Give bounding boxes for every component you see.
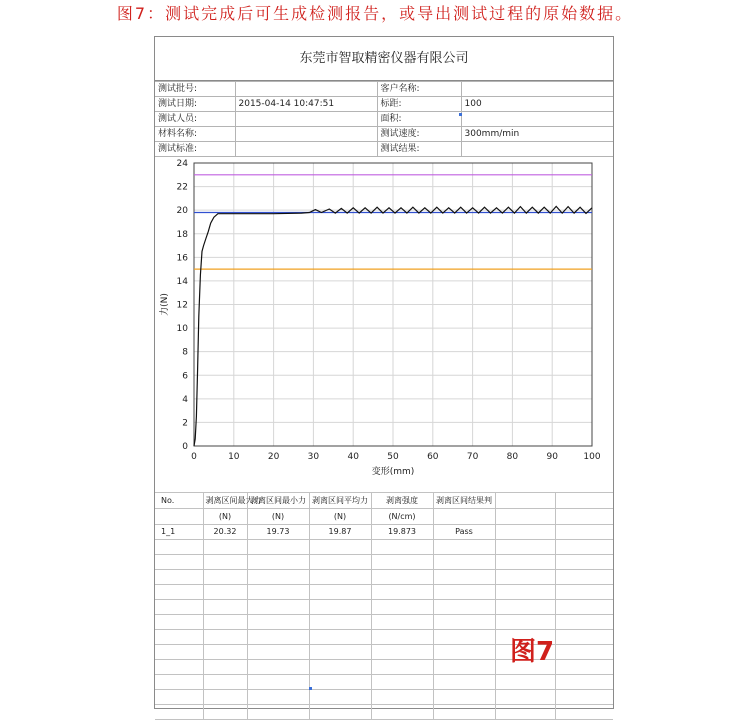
label-customer: 客户名称:	[377, 82, 461, 97]
empty-cell	[247, 555, 309, 570]
table-row	[155, 675, 613, 690]
empty-cell	[309, 555, 371, 570]
label-tester: 测试人员:	[155, 112, 235, 127]
empty-cell	[247, 540, 309, 555]
results-header-row	[155, 493, 613, 509]
empty-cell	[433, 690, 495, 705]
empty-cell	[203, 615, 247, 630]
cell-min-force: 19.73	[247, 525, 309, 540]
cell-no: 1_1	[155, 525, 203, 540]
empty-cell	[203, 705, 247, 720]
empty-cell	[371, 660, 433, 675]
empty-cell	[433, 555, 495, 570]
table-row	[155, 705, 613, 720]
empty-cell	[495, 585, 555, 600]
unit-no	[155, 509, 203, 525]
table-row	[155, 570, 613, 585]
x-tick-label: 10	[228, 452, 240, 462]
chart-grid	[194, 163, 592, 446]
y-tick-label: 18	[176, 229, 188, 240]
empty-cell	[155, 540, 203, 555]
empty-cell	[309, 540, 371, 555]
empty-cell	[155, 690, 203, 705]
empty-cell	[155, 600, 203, 615]
table-row	[155, 525, 613, 540]
cell-avg-force: 19.87	[309, 525, 371, 540]
empty-cell	[309, 675, 371, 690]
x-tick-label: 40	[347, 452, 359, 462]
empty-cell	[371, 705, 433, 720]
unit-result	[433, 509, 495, 525]
empty-cell	[247, 615, 309, 630]
y-tick-label: 22	[176, 182, 188, 193]
header-peel-strength: 剥离强度	[371, 493, 433, 509]
tick-labels	[177, 159, 601, 462]
value-material	[235, 127, 377, 142]
empty-cell	[371, 675, 433, 690]
empty-cell	[555, 585, 613, 600]
empty-cell	[155, 705, 203, 720]
empty-cell	[247, 585, 309, 600]
empty-cell	[555, 675, 613, 690]
empty-cell	[555, 630, 613, 645]
y-tick-label: 8	[182, 347, 188, 358]
empty-cell	[203, 570, 247, 585]
empty-cell	[555, 690, 613, 705]
empty-cell	[155, 630, 203, 645]
empty-cell	[555, 570, 613, 585]
unit-max-force: (N)	[203, 509, 247, 525]
results-unit-row	[155, 509, 613, 525]
empty-cell	[155, 585, 203, 600]
x-axis-label: 变形(mm)	[371, 467, 415, 477]
empty-cell	[433, 615, 495, 630]
unit-min-force: (N)	[247, 509, 309, 525]
empty-cell	[371, 585, 433, 600]
empty-cell	[309, 660, 371, 675]
empty-cell	[203, 600, 247, 615]
unit-empty	[555, 509, 613, 525]
value-tester	[235, 112, 377, 127]
empty-cell	[155, 570, 203, 585]
cell-empty	[555, 525, 613, 540]
unit-avg-force: (N)	[309, 509, 371, 525]
y-tick-label: 10	[176, 324, 188, 335]
label-test-result: 测试结果:	[377, 142, 461, 157]
table-row	[155, 615, 613, 630]
value-batch-no	[235, 82, 377, 97]
empty-cell	[203, 675, 247, 690]
empty-cell	[309, 645, 371, 660]
empty-cell	[433, 570, 495, 585]
value-area	[461, 112, 613, 127]
x-tick-label: 80	[506, 452, 519, 462]
empty-cell	[495, 555, 555, 570]
value-customer	[461, 82, 613, 97]
header-avg-force: 剥离区间平均力	[309, 493, 371, 509]
unit-empty	[495, 509, 555, 525]
x-tick-label: 60	[427, 452, 439, 462]
y-tick-label: 14	[176, 276, 188, 287]
empty-rows	[155, 540, 613, 720]
empty-cell	[495, 570, 555, 585]
results-table	[155, 492, 613, 720]
empty-cell	[247, 675, 309, 690]
empty-cell	[371, 615, 433, 630]
empty-cell	[309, 705, 371, 720]
x-tick-label: 20	[267, 452, 280, 462]
cell-max-force: 20.32	[203, 525, 247, 540]
y-tick-label: 0	[182, 442, 188, 452]
label-standard: 测试标准:	[155, 142, 235, 157]
empty-cell	[433, 540, 495, 555]
label-test-date: 测试日期:	[155, 97, 235, 112]
x-tick-label: 90	[546, 452, 558, 462]
x-tick-label: 50	[387, 452, 399, 462]
empty-cell	[247, 660, 309, 675]
empty-cell	[309, 615, 371, 630]
table-row	[155, 540, 613, 555]
empty-cell	[433, 600, 495, 615]
test-report	[154, 36, 614, 709]
empty-cell	[433, 585, 495, 600]
table-row	[155, 555, 613, 570]
empty-cell	[155, 645, 203, 660]
x-tick-label: 100	[583, 452, 601, 462]
empty-cell	[433, 660, 495, 675]
header-no: No.	[155, 493, 203, 509]
empty-cell	[155, 660, 203, 675]
empty-cell	[309, 570, 371, 585]
empty-cell	[203, 585, 247, 600]
label-batch-no: 测试批号:	[155, 82, 235, 97]
info-row	[155, 97, 613, 112]
info-row	[155, 127, 613, 142]
empty-cell	[371, 555, 433, 570]
empty-cell	[247, 630, 309, 645]
y-tick-label: 20	[176, 206, 188, 217]
empty-cell	[155, 555, 203, 570]
empty-cell	[555, 660, 613, 675]
y-axis-label: 力(N)	[160, 293, 170, 316]
company-name: 东莞市智取精密仪器有限公司	[155, 37, 613, 81]
y-tick-label: 12	[176, 300, 188, 311]
table-row	[155, 690, 613, 705]
label-area: 面积:	[377, 112, 461, 127]
chart-svg	[155, 144, 613, 494]
cell-result: Pass	[433, 525, 495, 540]
y-tick-label: 4	[182, 394, 188, 405]
empty-cell	[155, 615, 203, 630]
empty-cell	[203, 540, 247, 555]
force-deformation-chart	[155, 144, 613, 494]
blue-marker	[309, 687, 312, 690]
x-tick-label: 0	[191, 452, 197, 462]
cell-peel-strength: 19.873	[371, 525, 433, 540]
empty-cell	[203, 690, 247, 705]
empty-cell	[371, 630, 433, 645]
empty-cell	[433, 675, 495, 690]
empty-cell	[203, 630, 247, 645]
empty-cell	[203, 645, 247, 660]
y-tick-label: 2	[182, 418, 188, 429]
header-max-force: 剥离区间最大力	[203, 493, 247, 509]
empty-cell	[433, 705, 495, 720]
empty-cell	[495, 540, 555, 555]
empty-cell	[371, 540, 433, 555]
empty-cell	[433, 645, 495, 660]
value-test-date: 2015-04-14 10:47:51	[235, 97, 377, 112]
figure-label: 图7	[510, 637, 555, 667]
info-row	[155, 82, 613, 97]
empty-cell	[555, 615, 613, 630]
empty-cell	[371, 600, 433, 615]
x-tick-label: 70	[466, 452, 479, 462]
empty-cell	[433, 630, 495, 645]
empty-cell	[309, 630, 371, 645]
header-empty	[495, 493, 555, 509]
empty-cell	[495, 690, 555, 705]
header-min-force: 剥离区间最小力	[247, 493, 309, 509]
empty-cell	[555, 645, 613, 660]
empty-cell	[371, 570, 433, 585]
empty-cell	[247, 600, 309, 615]
empty-cell	[247, 705, 309, 720]
header-result: 剥离区间结果判	[433, 493, 495, 509]
empty-cell	[247, 645, 309, 660]
value-gauge-length: 100	[461, 97, 613, 112]
info-row	[155, 112, 613, 127]
label-test-speed: 测试速度:	[377, 127, 461, 142]
header-empty	[555, 493, 613, 509]
empty-cell	[203, 555, 247, 570]
figure-caption: 图7：测试完成后可生成检测报告，或导出测试过程的原始数据。	[116, 4, 634, 23]
value-test-speed: 300mm/min	[461, 127, 613, 142]
empty-cell	[155, 675, 203, 690]
empty-cell	[247, 690, 309, 705]
empty-cell	[555, 705, 613, 720]
label-material: 材料名称:	[155, 127, 235, 142]
unit-peel-strength: (N/cm)	[371, 509, 433, 525]
empty-cell	[247, 570, 309, 585]
table-row	[155, 585, 613, 600]
empty-cell	[309, 600, 371, 615]
empty-cell	[309, 690, 371, 705]
empty-cell	[371, 690, 433, 705]
empty-cell	[309, 585, 371, 600]
empty-cell	[203, 660, 247, 675]
x-tick-label: 30	[307, 452, 320, 462]
y-tick-label: 16	[176, 253, 188, 264]
empty-cell	[555, 600, 613, 615]
label-gauge-length: 标距:	[377, 97, 461, 112]
empty-cell	[371, 645, 433, 660]
y-tick-label: 24	[176, 159, 188, 169]
empty-cell	[555, 555, 613, 570]
empty-cell	[555, 540, 613, 555]
empty-cell	[495, 600, 555, 615]
table-row	[155, 600, 613, 615]
empty-cell	[495, 705, 555, 720]
empty-cell	[495, 615, 555, 630]
empty-cell	[495, 675, 555, 690]
y-tick-label: 6	[182, 371, 188, 382]
blue-marker	[459, 113, 462, 116]
cell-empty	[495, 525, 555, 540]
